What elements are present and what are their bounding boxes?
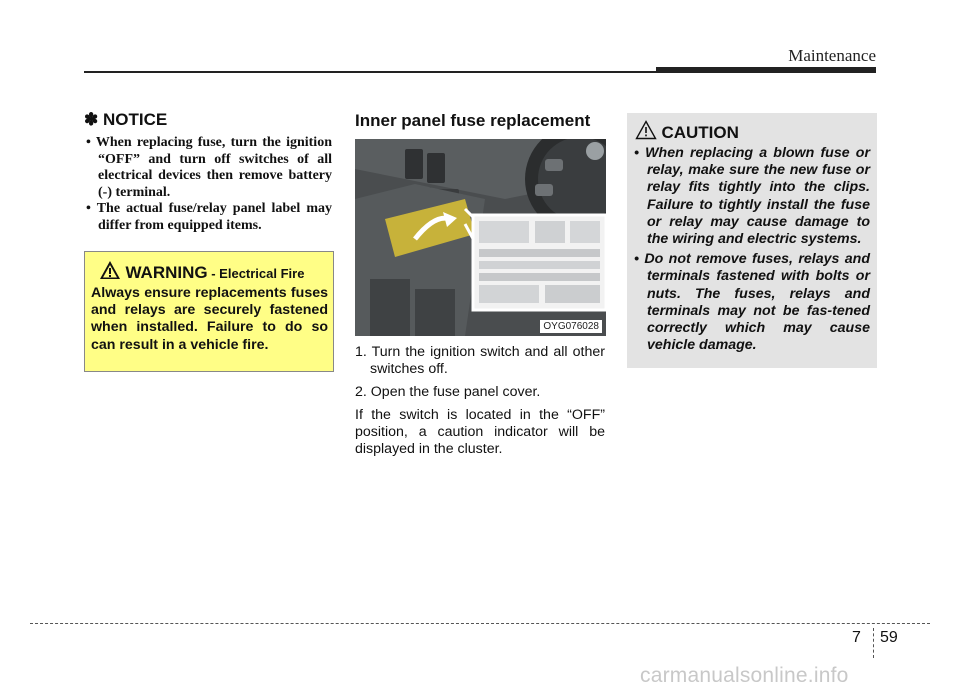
header-title: Maintenance: [788, 46, 876, 65]
section-heading: Inner panel fuse replacement: [355, 111, 591, 130]
notice-heading: ✽ NOTICE: [84, 110, 168, 129]
notice-item: • When replacing fuse, turn the ignition “OFF” and turn off switches of all electrical devices then remove battery (-) terminal.: [86, 135, 332, 200]
footer-rule: [30, 623, 930, 624]
step-item: 2. Open the fuse panel cover.: [355, 384, 541, 400]
header-rule-accent: [656, 67, 876, 73]
page-divider: [873, 628, 874, 658]
caution-header: [635, 120, 739, 143]
warning-subtitle: - Electrical Fire: [207, 266, 305, 281]
warning-text: Always ensure replacements fuses and relays are securely fastened when installed. Failure to do so can result in a vehicle fire.: [91, 285, 328, 353]
header-rule: [84, 71, 660, 73]
figure-code: OYG076028: [540, 320, 602, 333]
warning-triangle-icon: [99, 260, 121, 280]
instruction-steps: [355, 344, 605, 458]
caution-box: [627, 113, 877, 368]
chapter-number: 7: [852, 629, 861, 646]
fuse-panel-photo: [355, 139, 606, 336]
caution-list: [634, 145, 870, 357]
caution-title: CAUTION: [661, 123, 739, 142]
step-item: 1. Turn the ignition switch and all other switches off.: [355, 344, 605, 377]
caution-item: • Do not remove fuses, relays and terminals fastened with bolts or nuts. The fuses, relays and terminals may not be fas-tened correctly which may cause vehicle damage.: [634, 251, 870, 354]
warning-header: [99, 260, 304, 283]
caution-triangle-icon: [635, 120, 657, 140]
warning-box: [84, 251, 334, 372]
notice-list: [86, 135, 332, 234]
watermark: carmanualsonline.info: [640, 664, 849, 687]
indicator-note: If the switch is located in the “OFF” position, a caution indicator will be displayed in the cluster.: [355, 407, 605, 457]
page-number: 59: [880, 629, 898, 646]
warning-title: WARNING: [125, 263, 208, 282]
notice-item: • The actual fuse/relay panel label may differ from equipped items.: [86, 201, 332, 233]
caution-item: • When replacing a blown fuse or relay, make sure the new fuse or relay fits tightly into the clips. Failure to tightly install the fuse or relay may cause damage to the wiring and electric systems.: [634, 145, 870, 248]
